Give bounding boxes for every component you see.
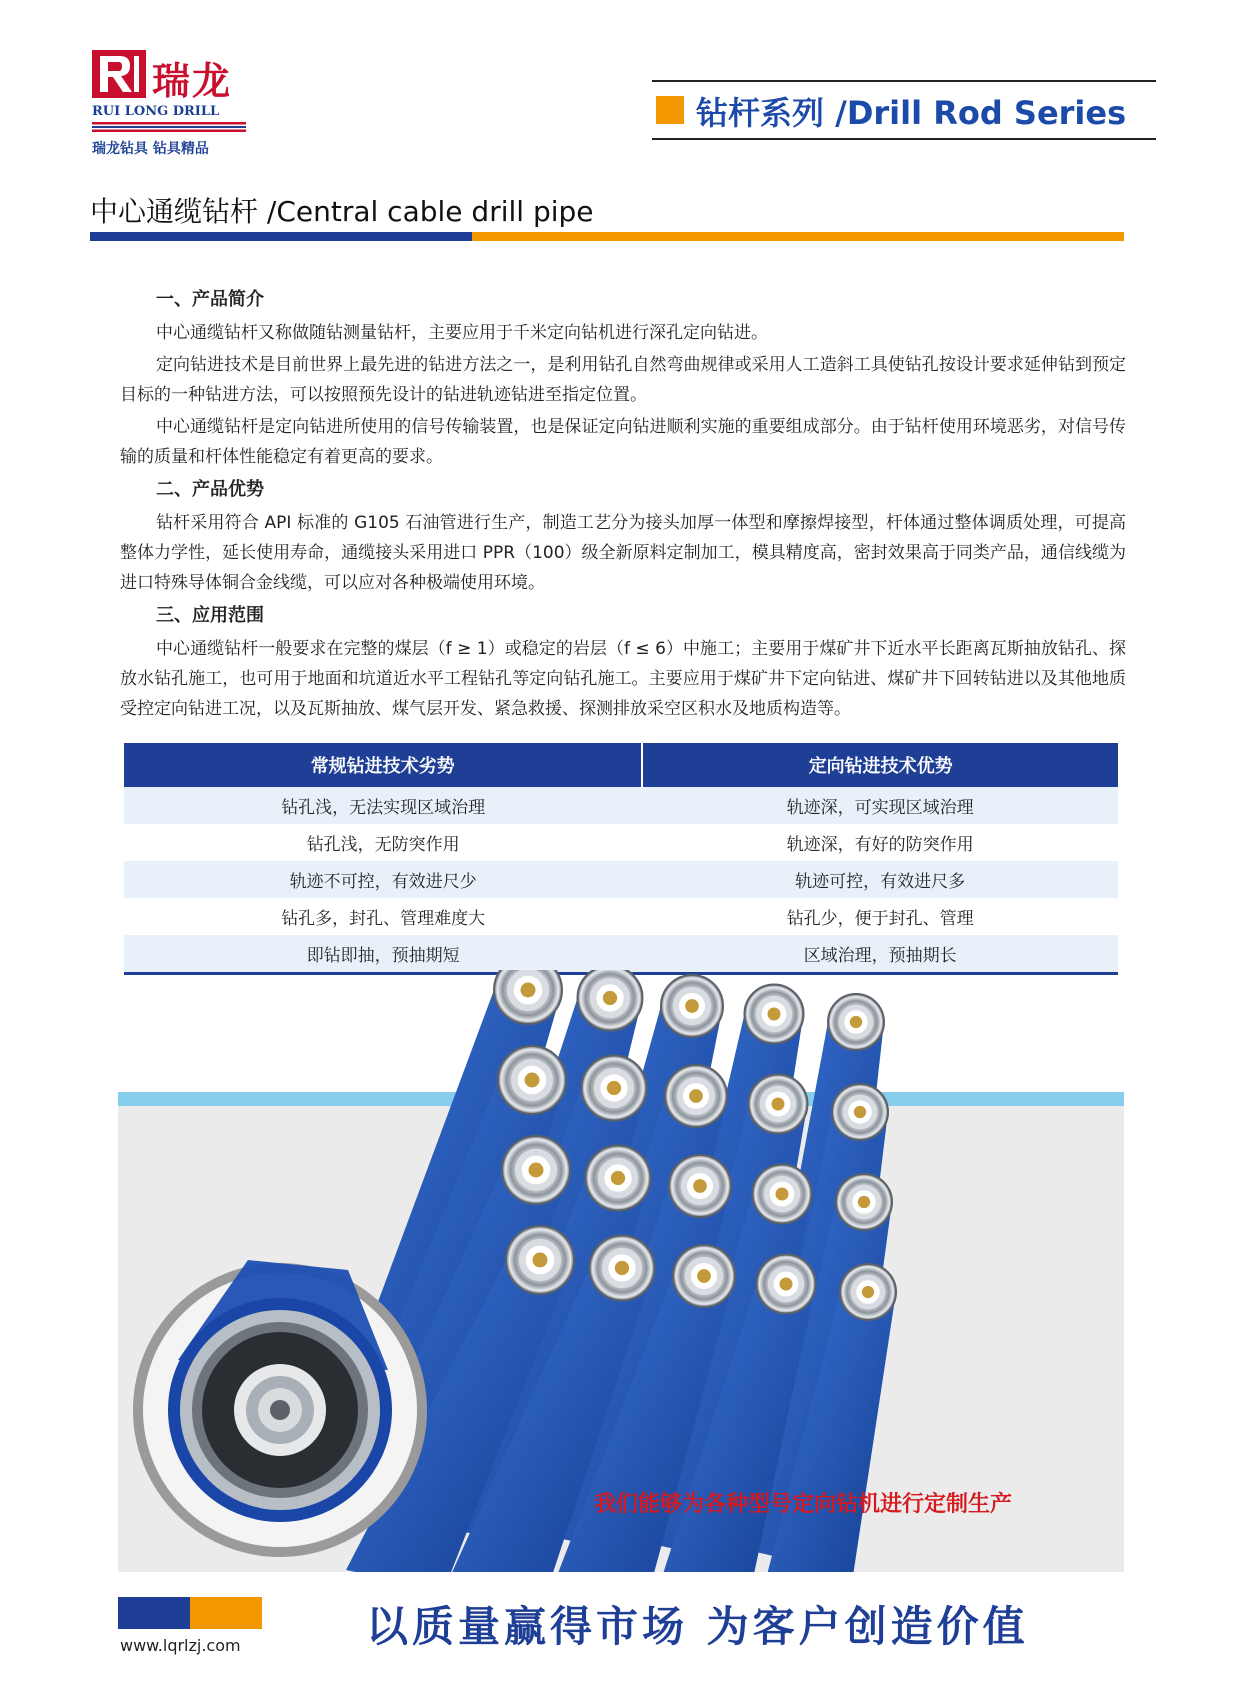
table-header-cell: 常规钻进技术劣势 [124,743,642,787]
table-cell: 轨迹不可控，有效进尺少 [124,861,642,898]
drill-pipes-illustration [118,970,1124,1572]
pipe-end-connector [749,1075,808,1134]
pipe-end-connector [586,1146,651,1211]
title-underline-blue [90,232,472,241]
footer-blue-block [118,1597,190,1629]
pipe-end-connector [502,1136,570,1204]
brand-name-cn: 瑞龙 [152,59,233,103]
paragraph: 中心通缆钻杆一般要求在完整的煤层（f ≥ 1）或稳定的岩层（f ≤ 6）中施工；主要用于煤矿井下近水平长距离瓦斯抽放钻孔、探放水钻孔施工，也可用于地面和坑道近水平工程钻孔等定向钻孔施工。主要应用于煤矿井下定向钻进、煤矿井下回转钻进以及其他地质受控定向钻进工况，以及瓦斯抽放、煤气层开发、紧急救援、探测排放采空区积水及地质构造等。 [120,639,1126,719]
table-cell: 轨迹深，可实现区域治理 [642,787,1118,824]
title-underline-orange [472,232,1124,241]
table-cell: 钻孔少，便于封孔、管理 [786,909,974,929]
pipe-end-connector [578,970,643,1031]
footer-orange-block [190,1597,262,1629]
paragraph: 中心通缆钻杆是定向钻进所使用的信号传输装置，也是保证定向钻进顺利实施的重要组成部分。由于钻杆使用环境恶劣，对信号传输的质量和杆体性能稳定有着更高的要求。 [120,417,1126,467]
paragraph: 中心通缆钻杆又称做随钻测量钻杆，主要应用于千米定向钻机进行深孔定向钻进。 [156,323,768,343]
heading-applications: 三、应用范围 [156,605,264,626]
table-cell: 即钻即抽，预抽期短 [124,935,642,974]
brand-logo [92,50,252,157]
table-cell: 钻孔浅，无法实现区域治理 [124,787,642,824]
pipe-end-connector [582,1056,647,1121]
table-cell: 轨迹可控，有效进尺多 [642,861,1118,898]
heading-advantages: 二、产品优势 [156,479,264,500]
pipe-end-connector [828,994,884,1050]
pipe-bundle [334,970,896,1572]
brand-name-en: RUI LONG DRILL [92,104,220,119]
table-cell: 区域治理，预抽期长 [642,935,1118,974]
table-cell: 钻孔多，封孔、管理难度大 [281,909,486,929]
pipe-end-connector [669,1155,731,1217]
pipe-end-connector [745,985,804,1044]
table-header-row [124,743,1118,787]
pipe-end-connector [673,1245,735,1307]
paragraph: 定向钻进技术是目前世界上最先进的钻进方法之一，是利用钻孔自然弯曲规律或采用人工造斜工具使钻孔按设计要求延伸钻到预定目标的一种钻进方法，可以按照预先设计的钻进轨迹钻进至指定位置。 [120,355,1126,405]
pipe-end-connector [665,1065,727,1127]
pipe-end-connector [590,1236,655,1301]
footer-slogan: 以质量赢得市场 为客户创造价值 [366,1602,1029,1651]
table-row [124,935,1118,974]
zoom-detail-circle [138,1260,422,1552]
table-row [124,824,1118,861]
pipe-end-connector [836,1174,892,1230]
brand-slogan: 瑞龙钻具 钻具精品 [92,141,209,157]
series-header [652,80,1156,140]
custom-production-caption: 我们能够为各种型号定向钻机进行定制生产 [594,1492,1013,1517]
website-link[interactable]: www.lqrlzj.com [120,1636,241,1655]
paragraph: 钻杆采用符合 API 标准的 G105 石油管进行生产，制造工艺分为接头加厚一体型和摩擦焊接型，杆体通过整体调质处理，可提高整体力学性，延长使用寿命，通缆接头采用进口 PPR（100）级全新原料定制加工，模具精度高，密封效果高于同类产品，通信线缆为进口特殊导体铜合金线缆，可以应对各种极端使用环境。 [120,513,1126,593]
pipe-end-connector [661,975,723,1037]
pipe-end-connector [757,1255,816,1314]
table-cell: 钻孔浅，无防突作用 [306,835,460,855]
pipe-end-connector [753,1165,812,1224]
series-square-icon [656,96,684,124]
comparison-table [124,743,1118,975]
pipe-end-connector [498,1046,566,1114]
brand-stripes [92,122,246,132]
table-row [124,898,1118,935]
rl-logo-icon [92,50,146,98]
table-cell: 轨迹深，有好的防突作用 [786,835,974,855]
pipe-end-connector [840,1264,896,1320]
heading-intro: 一、产品简介 [156,289,264,310]
table-row [124,787,1118,824]
table-row [124,861,1118,898]
pipe-end-connector [832,1084,888,1140]
pipe-end-connector [506,1226,574,1294]
page-title: 中心通缆钻杆 /Central cable drill pipe [90,195,594,228]
table-header-cell: 定向钻进技术优势 [642,743,1118,787]
series-title: 钻杆系列 /Drill Rod Series [696,94,1127,132]
product-description [120,282,1126,726]
